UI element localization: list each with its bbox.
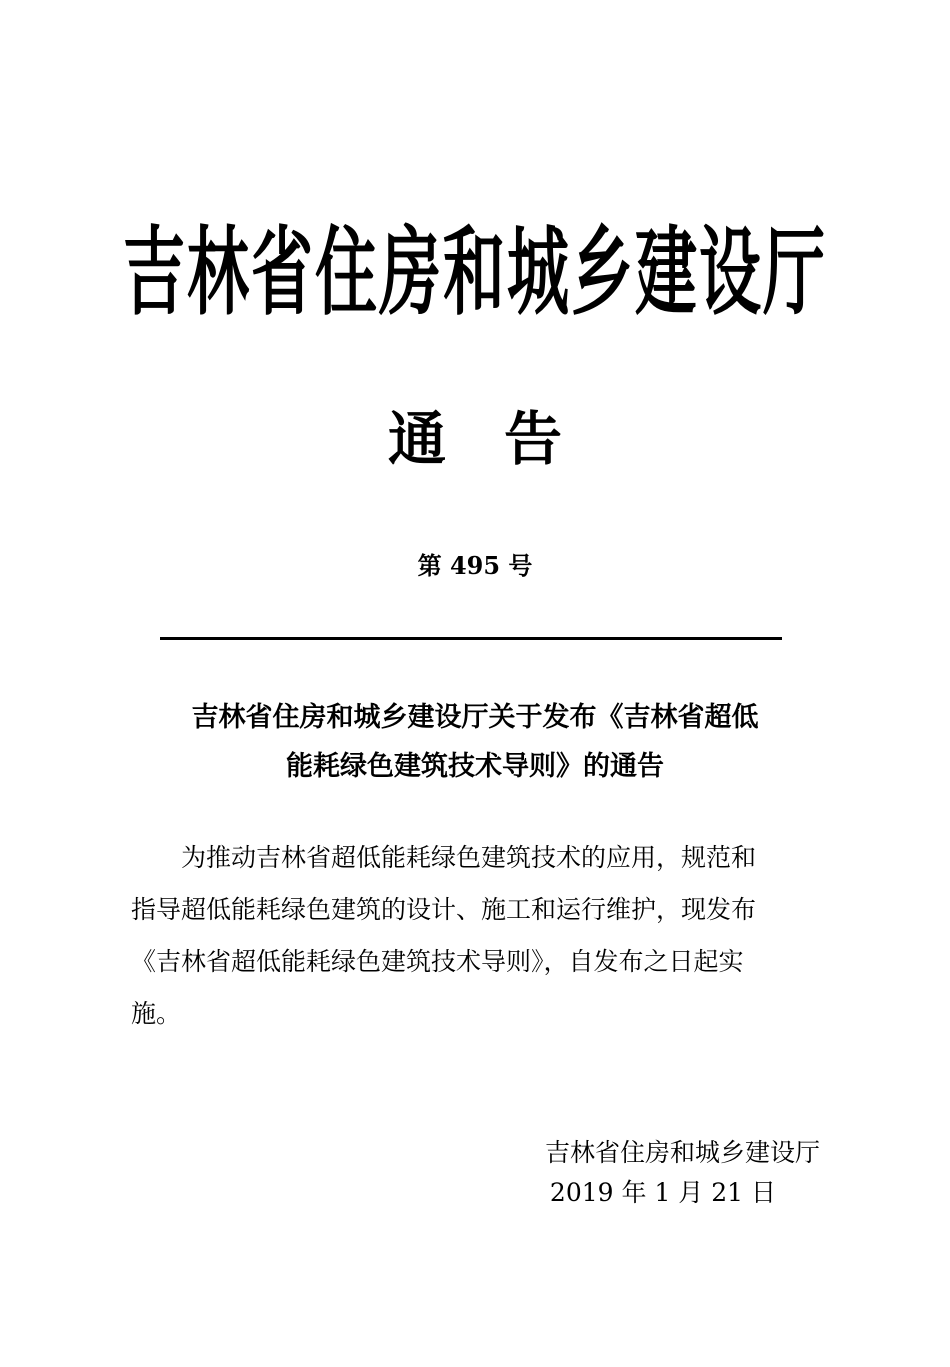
document-number: 第 495 号	[417, 551, 533, 580]
signature-organization: 吉林省住房和城乡建设厅	[544, 1138, 820, 1167]
headline-line-2: 能耗绿色建筑技术导则》的通告	[286, 751, 664, 782]
issuer-title: 吉林省住房和城乡建设厅	[122, 215, 827, 329]
headline-line-1: 吉林省住房和城乡建设厅关于发布《吉林省超低	[191, 702, 759, 733]
document-type: 通 告	[387, 405, 562, 473]
body-line: 施。	[131, 999, 182, 1028]
notice-headline	[120, 693, 830, 791]
body-line: 为推动吉林省超低能耗绿色建筑技术的应用，规范和	[181, 843, 757, 872]
body-line: 指导超低能耗绿色建筑的设计、施工和运行维护，现发布	[131, 895, 757, 924]
signature-date: 2019 年 1 月 21 日	[549, 1178, 776, 1207]
signature-block	[500, 1133, 820, 1213]
body-line: 《吉林省超低能耗绿色建筑技术导则》，自发布之日起实	[131, 947, 744, 976]
header-divider	[160, 637, 782, 640]
notice-body	[131, 832, 821, 1040]
